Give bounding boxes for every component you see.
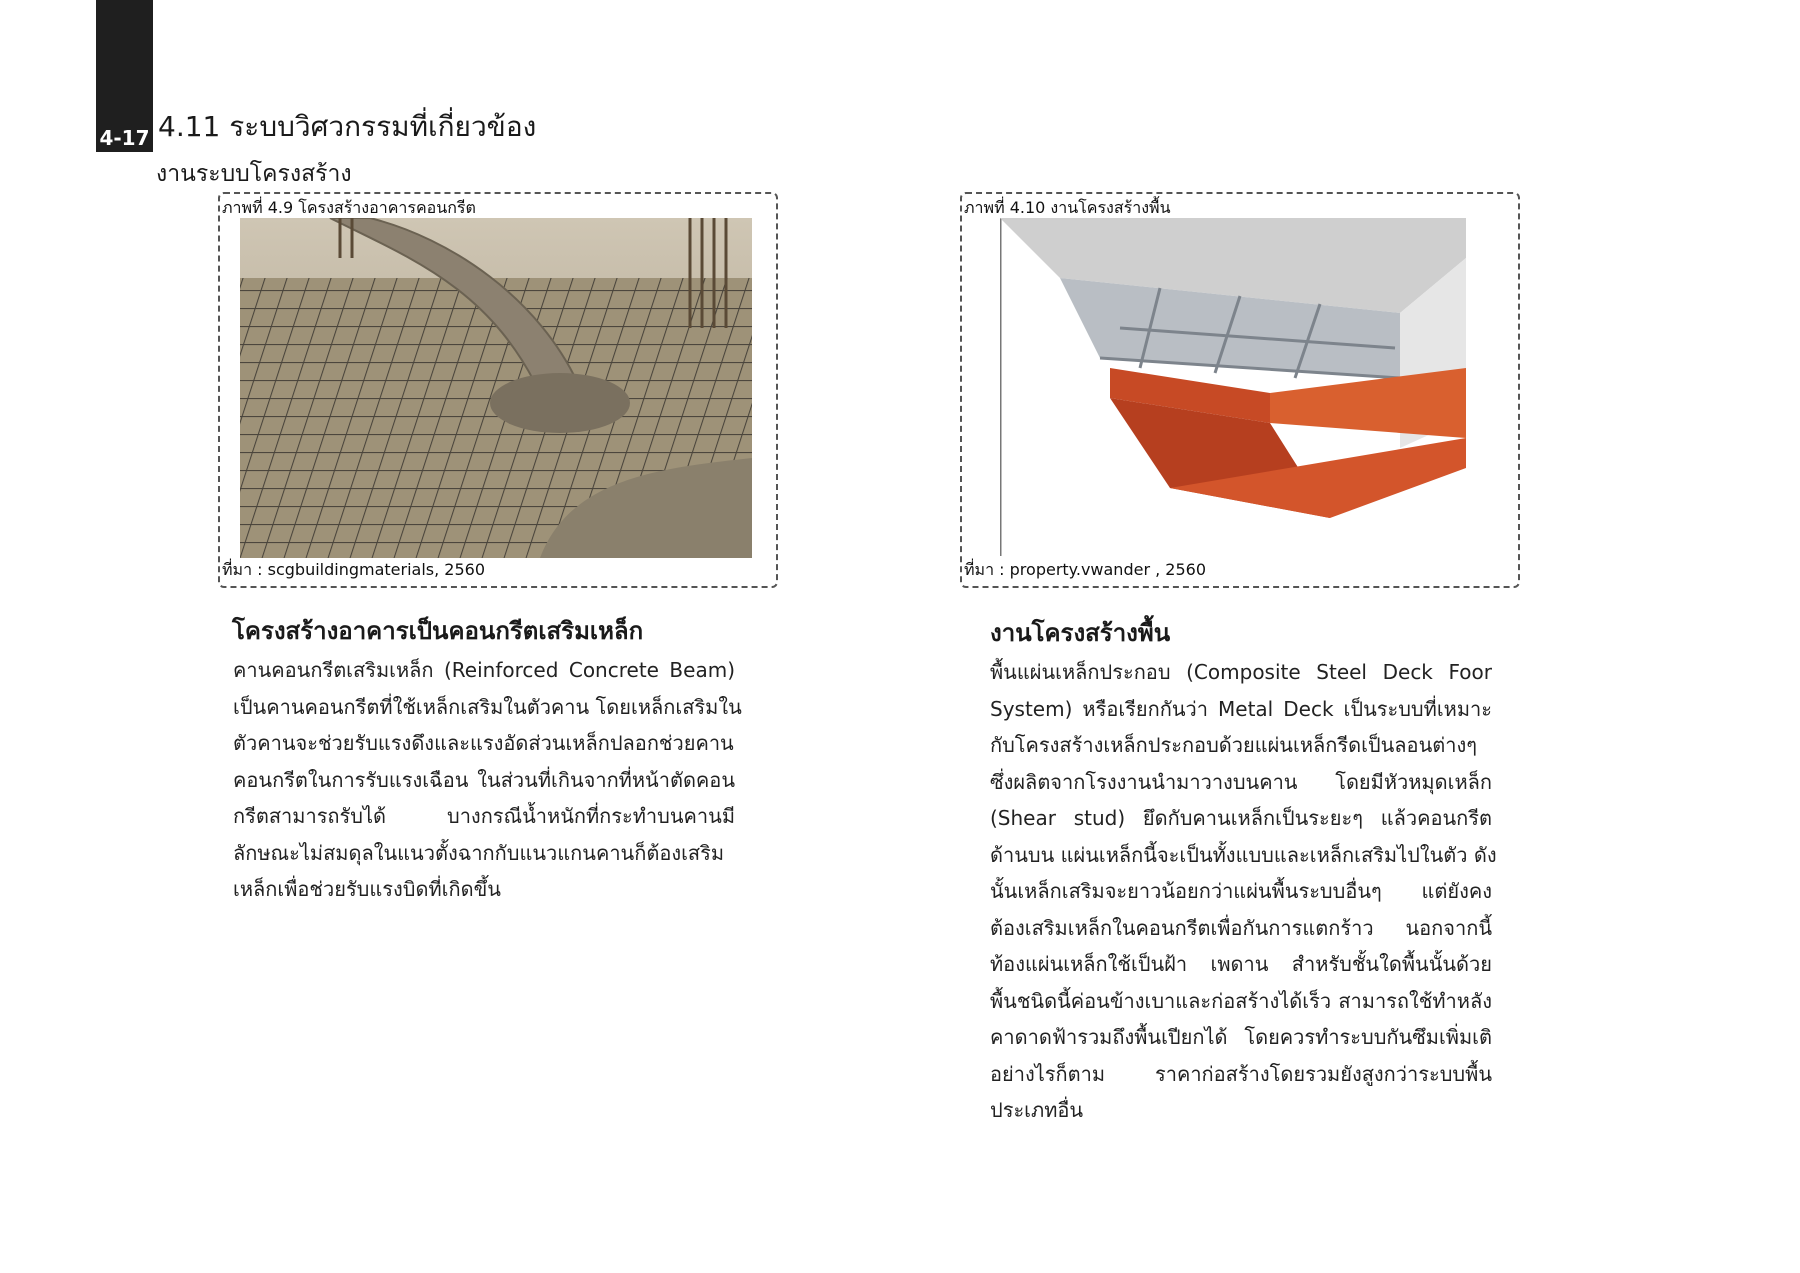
- body-line: System) หรือเรียกกันว่า Metal Deck เป็นระบบที่เหมาะ: [990, 696, 1492, 721]
- body-line: เหล็กเพื่อช่วยรับแรงบิดที่เกิดขึ้น: [233, 877, 501, 901]
- composite-deck-illustration: [1000, 218, 1466, 556]
- figure-source: ที่มา : property.vwander , 2560: [964, 560, 1206, 579]
- body-line: ต้องเสริมเหล็กในคอนกรีตเพื่อกันการแตกร้าว นอกจากนี้: [990, 915, 1492, 940]
- section-title: 4.11 ระบบวิศวกรรมที่เกี่ยวข้อง: [158, 110, 537, 143]
- body-line: คอนกรีตในการรับแรงเฉือน ในส่วนที่เกินจากที่หน้าตัดคอน: [233, 767, 735, 792]
- body-line: กับโครงสร้างเหล็กประกอบด้วยแผ่นเหล็กรีดเป็นลอนต่างๆ: [990, 733, 1477, 757]
- body-line: ท้องแผ่นเหล็กใช้เป็นฝ้า เพดาน สำหรับชั้นใดพื้นนั้นด้วย: [990, 952, 1492, 976]
- body-line: ตัวคานจะช่วยรับแรงดึงและแรงอัดส่วนเหล็กปลอกช่วยคาน: [233, 731, 734, 755]
- concrete-pouring-photo: [240, 218, 752, 558]
- body-line: เป็นคานคอนกรีตที่ใช้เหล็กเสริมในตัวคาน โดยเหล็กเสริมใน: [233, 694, 742, 719]
- body-line: กรีตสามารถรับได้ บางกรณีน้ำหนักที่กระทำบนคานมี: [233, 804, 735, 828]
- body-line: คาดาดฟ้ารวมถึงพื้นเปียกได้ โดยควรทำระบบกันซึมเพิ่มเติ: [990, 1025, 1492, 1049]
- figure-floor-structure: [960, 192, 1520, 588]
- body-line: ด้านบน แผ่นเหล็กนี้จะเป็นทั้งแบบและเหล็กเสริมไปในตัว ดัง: [990, 842, 1497, 867]
- body-line: ประเภทอื่น: [990, 1098, 1084, 1122]
- article-heading: โครงสร้างอาคารเป็นคอนกรีตเสริมเหล็ก: [232, 617, 644, 645]
- body-line: คานคอนกรีตเสริมเหล็ก (Reinforced Concrete Beam): [233, 658, 735, 682]
- article-body: [233, 652, 742, 908]
- page-number: 4-17: [99, 126, 150, 150]
- article-body: [990, 654, 1497, 1129]
- figure-caption: ภาพที่ 4.10 งานโครงสร้างพื้น: [964, 198, 1171, 217]
- body-line: อย่างไรก็ตาม ราคาก่อสร้างโดยรวมยังสูงกว่าระบบพื้น: [990, 1061, 1492, 1086]
- body-line: ลักษณะไม่สมดุลในแนวตั้งฉากกับแนวแกนคานก็ต้องเสริม: [233, 840, 725, 865]
- body-line: พื้นชนิดนี้ค่อนข้างเบาและก่อสร้างได้เร็ว สามารถใช้ทำหลัง: [990, 988, 1492, 1013]
- body-line: นั้นเหล็กเสริมจะยาวน้อยกว่าแผ่นพื้นระบบอื่นๆ แต่ยังคง: [990, 879, 1492, 903]
- figure-caption: ภาพที่ 4.9 โครงสร้างอาคารคอนกรีต: [222, 198, 476, 217]
- body-line: พื้นแผ่นเหล็กประกอบ (Composite Steel Deck Foor: [990, 660, 1492, 684]
- figure-source: ที่มา : scgbuildingmaterials, 2560: [222, 560, 486, 579]
- article-heading: งานโครงสร้างพื้น: [990, 619, 1171, 647]
- section-subtitle: งานระบบโครงสร้าง: [156, 161, 352, 187]
- body-line: (Shear stud) ยึดกับคานเหล็กเป็นระยะๆ แล้วคอนกรีต: [990, 806, 1492, 830]
- body-line: ซึ่งผลิตจากโรงงานนำมาวางบนคาน โดยมีหัวหมุดเหล็ก: [990, 769, 1492, 794]
- figure-concrete-structure: [218, 192, 778, 588]
